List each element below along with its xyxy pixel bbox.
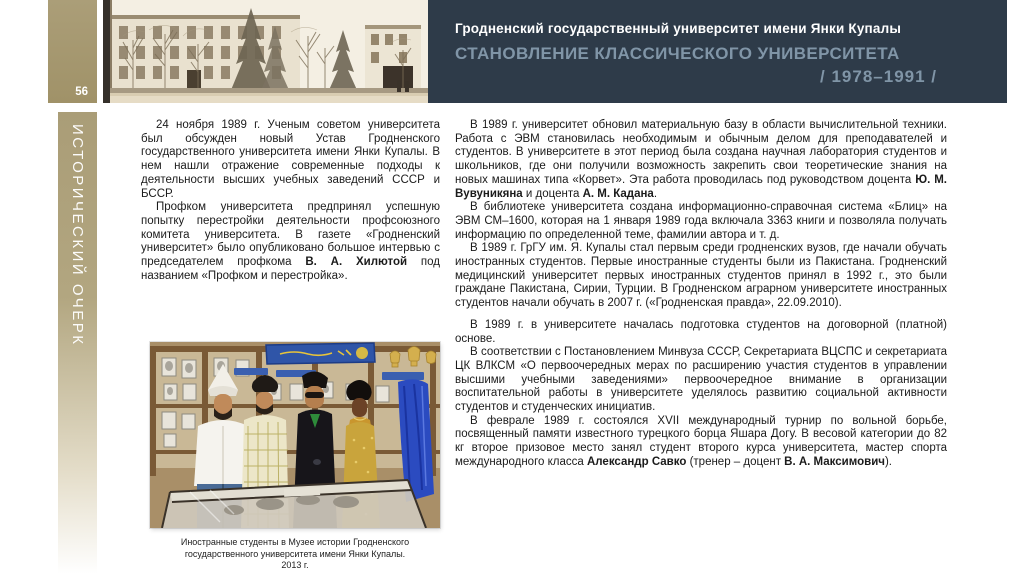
students-photo bbox=[150, 342, 440, 528]
page-number-block bbox=[48, 0, 97, 103]
paragraph: В библиотеке университета создана информационно-справочная система «Блиц» на ЭВМ СМ–1600, которая на 1 января 1989 года включала 3363 книги и позволяла получать информацию по определенной теме, фамилии автора и т. д. bbox=[455, 201, 947, 241]
caption-line: Иностранные студенты в Музее истории Гродненского bbox=[180, 537, 410, 547]
chapter-title: СТАНОВЛЕНИЕ КЛАССИЧЕСКОГО УНИВЕРСИТЕТА bbox=[455, 44, 900, 63]
page-number: 56 bbox=[75, 86, 88, 98]
university-name: Гродненский государственный университет имени Янки Купалы bbox=[455, 21, 902, 36]
paragraph: В 1989 г. в университете началась подготовка студентов на договорной (платной) основе. bbox=[455, 318, 947, 345]
paragraph: В 1989 г. ГрГУ им. Я. Купалы стал первым среди гродненских вузов, где начали обучать иностранных студентов. Первые иностранные студенты были из Пакистана. Гродненский медицинский университет первых иностранных студентов принял в 1992 г., это были граждане Пакистана, Сирии, Турции. В Гродненском аграрном университете иностранных студентов начали обучать в 2007 г. («Гродненская правда», 22.09.2010). bbox=[455, 242, 947, 310]
paragraph: Профком университета предпринял успешную попытку перестройки деятельности профсоюзного комитета университета. В газете «Гродненский университет» было опубликовано большое интервью с председателем профкома В. А. Хилютой под названием «Профком и перестройка». bbox=[141, 201, 440, 282]
header-band bbox=[428, 0, 1007, 103]
caption-line: 2013 г. bbox=[281, 560, 309, 570]
left-text-column bbox=[141, 119, 440, 283]
paragraph: В 1989 г. университет обновил материальную базу в области вычислительной техники. Работа с ЭВМ становилась необходимым и обычным делом для преподавателей и студентов. В университете в этот период была создана научная лаборатория студентов и школьников, где они получили возможность закрепить свои теоретические знания на новых машинах типа «Корвет». Эта работа проводилась под руководством доцента Ю. М. Вувуникяна и доцента А. М. Кадана. bbox=[455, 119, 947, 200]
chapter-years: / 1978–1991 / bbox=[820, 67, 937, 86]
caption-line: государственного университета имени Янки Купалы. bbox=[184, 548, 406, 559]
building-photo bbox=[103, 0, 428, 103]
photo-caption bbox=[138, 537, 452, 572]
paragraph: 24 ноября 1989 г. Ученым советом университета был обсужден новый Устав Гродненского государственного университета имени Янки Купалы. В нем нашли отражение современные подходы к деятельности высших учебных заведений СССР и БССР. bbox=[141, 119, 440, 200]
right-text-column bbox=[455, 119, 947, 470]
paragraph: В соответствии с Постановлением Минвуза СССР, Секретариата ВЦСПС и секретариата ЦК ВЛКСМ «О первоочередных мерах по расширению участия студентов в управлении высшими учебными заведениями» первоочередное внимание в организации воспитательной работы в университете уделялось развитию социальной активности студентов и студенческих инициатив. bbox=[455, 346, 947, 414]
section-title-vertical: ИСТОРИЧЕСКИЙ ОЧЕРК bbox=[69, 124, 86, 347]
paragraph: В феврале 1989 г. состоялся XVII международный турнир по вольной борьбе, посвященный памяти известного турецкого борца Яшара Догу. В весовой категории до 82 кг второе призовое место занял студент второго курса университета, мастер спорта международного класса Александр Савко (тренер – доцент В. А. Максимович). bbox=[455, 414, 947, 468]
